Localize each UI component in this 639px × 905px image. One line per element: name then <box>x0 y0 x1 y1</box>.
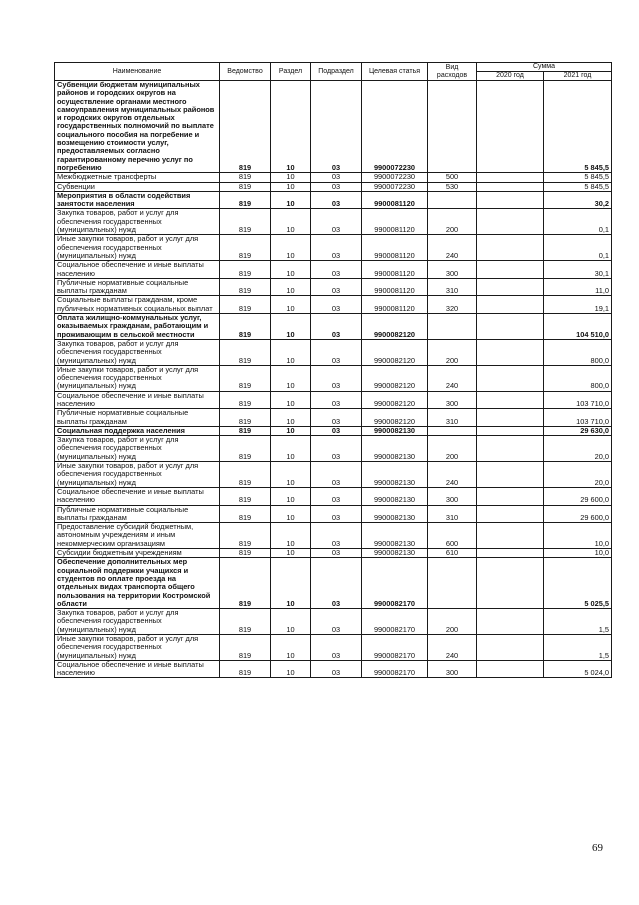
row-podrazdel: 03 <box>311 173 362 182</box>
row-celevaya-statya: 9900081120 <box>362 235 428 261</box>
row-name: Социальное обеспечение и иные выплаты населению <box>55 261 220 279</box>
table-row <box>55 549 612 558</box>
row-razdel: 10 <box>271 660 311 678</box>
row-vedomstvo: 819 <box>220 409 271 427</box>
row-vedomstvo: 819 <box>220 436 271 462</box>
row-vedomstvo: 819 <box>220 391 271 409</box>
row-sum-2021: 29 600,0 <box>544 487 612 505</box>
row-sum-2021: 10,0 <box>544 549 612 558</box>
row-podrazdel: 03 <box>311 549 362 558</box>
row-razdel: 10 <box>271 549 311 558</box>
row-celevaya-statya: 9900082120 <box>362 391 428 409</box>
row-vedomstvo: 819 <box>220 549 271 558</box>
row-sum-2020 <box>477 523 544 549</box>
row-podrazdel: 03 <box>311 209 362 235</box>
row-name: Закупка товаров, работ и услуг для обеспечения государственных (муниципальных) нужд <box>55 209 220 235</box>
row-podrazdel: 03 <box>311 339 362 365</box>
row-vid-raskhodov: 500 <box>428 173 477 182</box>
row-sum-2021: 29 600,0 <box>544 505 612 523</box>
row-name: Межбюджетные трансферты <box>55 173 220 182</box>
row-sum-2020 <box>477 191 544 209</box>
row-vid-raskhodov: 240 <box>428 235 477 261</box>
row-celevaya-statya: 9900082120 <box>362 314 428 340</box>
row-name: Субвенции бюджетам муниципальных районов и городских округов на осуществление органами местного самоуправления муниципальных районов и городских округов отдельных государственных полномочий по выплате социального пособия на погребение и возмещению стоимости услуг, предоставляемых согласно гарантированному перечню услуг по погребению <box>55 81 220 173</box>
table-body <box>55 81 612 678</box>
row-vid-raskhodov: 240 <box>428 635 477 661</box>
row-celevaya-statya: 9900072230 <box>362 182 428 191</box>
row-name: Закупка товаров, работ и услуг для обеспечения государственных (муниципальных) нужд <box>55 339 220 365</box>
row-name: Иные закупки товаров, работ и услуг для обеспечения государственных (муниципальных) нужд <box>55 365 220 391</box>
row-vid-raskhodov: 300 <box>428 660 477 678</box>
row-sum-2021: 0,1 <box>544 209 612 235</box>
row-vedomstvo: 819 <box>220 609 271 635</box>
row-razdel: 10 <box>271 609 311 635</box>
table-row <box>55 487 612 505</box>
row-podrazdel: 03 <box>311 191 362 209</box>
row-podrazdel: 03 <box>311 505 362 523</box>
table-row <box>55 182 612 191</box>
row-vid-raskhodov: 300 <box>428 261 477 279</box>
row-celevaya-statya: 9900081120 <box>362 191 428 209</box>
row-podrazdel: 03 <box>311 296 362 314</box>
row-celevaya-statya: 9900082170 <box>362 558 428 609</box>
row-sum-2020 <box>477 314 544 340</box>
table-row <box>55 609 612 635</box>
row-sum-2020 <box>477 487 544 505</box>
row-podrazdel: 03 <box>311 391 362 409</box>
row-celevaya-statya: 9900082130 <box>362 487 428 505</box>
table-row <box>55 81 612 173</box>
row-sum-2020 <box>477 635 544 661</box>
row-sum-2020 <box>477 660 544 678</box>
row-razdel: 10 <box>271 487 311 505</box>
row-razdel: 10 <box>271 436 311 462</box>
row-sum-2020 <box>477 235 544 261</box>
row-vid-raskhodov: 530 <box>428 182 477 191</box>
row-vid-raskhodov: 200 <box>428 339 477 365</box>
header-vedomstvo: Ведомство <box>220 63 271 81</box>
row-sum-2020 <box>477 278 544 296</box>
row-podrazdel: 03 <box>311 314 362 340</box>
table-row <box>55 191 612 209</box>
row-sum-2021: 20,0 <box>544 436 612 462</box>
row-sum-2020 <box>477 505 544 523</box>
row-celevaya-statya: 9900082130 <box>362 523 428 549</box>
row-vid-raskhodov: 310 <box>428 409 477 427</box>
row-vedomstvo: 819 <box>220 278 271 296</box>
row-vid-raskhodov: 600 <box>428 523 477 549</box>
row-celevaya-statya: 9900082120 <box>362 339 428 365</box>
row-name: Оплата жилищно-коммунальных услуг, оказываемых гражданам, работающим и проживающим в сельской местности <box>55 314 220 340</box>
header-year-2020: 2020 год <box>477 72 544 81</box>
row-vedomstvo: 819 <box>220 523 271 549</box>
row-vid-raskhodov: 610 <box>428 549 477 558</box>
row-razdel: 10 <box>271 558 311 609</box>
table-row <box>55 462 612 488</box>
row-vid-raskhodov: 300 <box>428 391 477 409</box>
row-name: Иные закупки товаров, работ и услуг для обеспечения государственных (муниципальных) нужд <box>55 462 220 488</box>
row-name: Социальное обеспечение и иные выплаты населению <box>55 487 220 505</box>
row-name: Предоставление субсидий бюджетным, автономным учреждениям и иным некоммерческим организациям <box>55 523 220 549</box>
row-podrazdel: 03 <box>311 462 362 488</box>
row-sum-2021: 103 710,0 <box>544 409 612 427</box>
row-razdel: 10 <box>271 635 311 661</box>
row-vid-raskhodov: 200 <box>428 209 477 235</box>
header-celevaya-statya: Целевая статья <box>362 63 428 81</box>
table-row <box>55 209 612 235</box>
table-row <box>55 426 612 435</box>
row-vid-raskhodov: 320 <box>428 296 477 314</box>
row-razdel: 10 <box>271 235 311 261</box>
row-celevaya-statya: 9900082170 <box>362 635 428 661</box>
row-podrazdel: 03 <box>311 409 362 427</box>
row-sum-2021: 5 025,5 <box>544 558 612 609</box>
row-sum-2021: 29 630,0 <box>544 426 612 435</box>
row-vedomstvo: 819 <box>220 462 271 488</box>
row-podrazdel: 03 <box>311 609 362 635</box>
row-podrazdel: 03 <box>311 81 362 173</box>
row-podrazdel: 03 <box>311 365 362 391</box>
row-razdel: 10 <box>271 523 311 549</box>
page-number: 69 <box>592 842 603 854</box>
row-sum-2020 <box>477 81 544 173</box>
row-vedomstvo: 819 <box>220 296 271 314</box>
row-sum-2021: 30,1 <box>544 261 612 279</box>
row-vid-raskhodov <box>428 558 477 609</box>
row-vedomstvo: 819 <box>220 558 271 609</box>
row-sum-2021: 1,5 <box>544 635 612 661</box>
row-sum-2021: 11,0 <box>544 278 612 296</box>
row-sum-2021: 1,5 <box>544 609 612 635</box>
row-sum-2020 <box>477 609 544 635</box>
row-podrazdel: 03 <box>311 182 362 191</box>
table-row <box>55 261 612 279</box>
table-row <box>55 391 612 409</box>
row-razdel: 10 <box>271 182 311 191</box>
row-celevaya-statya: 9900081120 <box>362 209 428 235</box>
table-row <box>55 173 612 182</box>
row-razdel: 10 <box>271 339 311 365</box>
row-razdel: 10 <box>271 81 311 173</box>
row-vedomstvo: 819 <box>220 235 271 261</box>
row-sum-2020 <box>477 436 544 462</box>
header-year-2021: 2021 год <box>544 72 612 81</box>
row-sum-2020 <box>477 339 544 365</box>
header-razdel: Раздел <box>271 63 311 81</box>
row-celevaya-statya: 9900082120 <box>362 365 428 391</box>
row-sum-2021: 19,1 <box>544 296 612 314</box>
row-name: Мероприятия в области содействия занятости населения <box>55 191 220 209</box>
budget-table <box>54 62 612 678</box>
row-name: Иные закупки товаров, работ и услуг для обеспечения государственных (муниципальных) нужд <box>55 635 220 661</box>
row-razdel: 10 <box>271 191 311 209</box>
row-sum-2020 <box>477 182 544 191</box>
table-row <box>55 558 612 609</box>
row-podrazdel: 03 <box>311 635 362 661</box>
row-sum-2021: 5 845,5 <box>544 81 612 173</box>
row-name: Социальные выплаты гражданам, кроме публичных нормативных социальных выплат <box>55 296 220 314</box>
row-vedomstvo: 819 <box>220 173 271 182</box>
row-vid-raskhodov: 200 <box>428 436 477 462</box>
row-celevaya-statya: 9900082170 <box>362 609 428 635</box>
table-row <box>55 296 612 314</box>
row-razdel: 10 <box>271 462 311 488</box>
table-row <box>55 505 612 523</box>
row-sum-2021: 20,0 <box>544 462 612 488</box>
row-name: Обеспечение дополнительных мер социальной поддержки учащихся и студентов по оплате проезда на отдельных видах транспорта общего пользования на территории Костромской области <box>55 558 220 609</box>
row-vedomstvo: 819 <box>220 314 271 340</box>
table-row <box>55 635 612 661</box>
row-sum-2020 <box>477 365 544 391</box>
row-podrazdel: 03 <box>311 660 362 678</box>
row-name: Публичные нормативные социальные выплаты гражданам <box>55 409 220 427</box>
table-row <box>55 660 612 678</box>
row-sum-2021: 5 845,5 <box>544 173 612 182</box>
row-name: Закупка товаров, работ и услуг для обеспечения государственных (муниципальных) нужд <box>55 609 220 635</box>
row-celevaya-statya: 9900082120 <box>362 409 428 427</box>
row-podrazdel: 03 <box>311 426 362 435</box>
row-sum-2021: 5 845,5 <box>544 182 612 191</box>
table-row <box>55 235 612 261</box>
table-row <box>55 278 612 296</box>
table-header <box>55 63 612 81</box>
row-sum-2021: 5 024,0 <box>544 660 612 678</box>
row-vedomstvo: 819 <box>220 426 271 435</box>
row-podrazdel: 03 <box>311 261 362 279</box>
row-sum-2020 <box>477 391 544 409</box>
row-celevaya-statya: 9900081120 <box>362 261 428 279</box>
row-podrazdel: 03 <box>311 278 362 296</box>
row-vedomstvo: 819 <box>220 635 271 661</box>
row-podrazdel: 03 <box>311 436 362 462</box>
table-row <box>55 436 612 462</box>
row-vedomstvo: 819 <box>220 660 271 678</box>
row-razdel: 10 <box>271 173 311 182</box>
row-razdel: 10 <box>271 278 311 296</box>
row-razdel: 10 <box>271 409 311 427</box>
row-vid-raskhodov: 200 <box>428 609 477 635</box>
row-vid-raskhodov: 310 <box>428 505 477 523</box>
table-row <box>55 523 612 549</box>
row-vedomstvo: 819 <box>220 487 271 505</box>
header-name: Наименование <box>55 63 220 81</box>
row-podrazdel: 03 <box>311 558 362 609</box>
row-name: Публичные нормативные социальные выплаты гражданам <box>55 505 220 523</box>
row-sum-2021: 103 710,0 <box>544 391 612 409</box>
row-vid-raskhodov <box>428 426 477 435</box>
row-vedomstvo: 819 <box>220 191 271 209</box>
row-sum-2020 <box>477 209 544 235</box>
row-razdel: 10 <box>271 296 311 314</box>
header-podrazdel: Подраздел <box>311 63 362 81</box>
row-razdel: 10 <box>271 365 311 391</box>
row-vid-raskhodov: 300 <box>428 487 477 505</box>
row-sum-2020 <box>477 426 544 435</box>
row-razdel: 10 <box>271 505 311 523</box>
row-podrazdel: 03 <box>311 487 362 505</box>
row-razdel: 10 <box>271 261 311 279</box>
row-name: Иные закупки товаров, работ и услуг для обеспечения государственных (муниципальных) нужд <box>55 235 220 261</box>
row-vedomstvo: 819 <box>220 81 271 173</box>
row-celevaya-statya: 9900082130 <box>362 426 428 435</box>
row-name: Публичные нормативные социальные выплаты гражданам <box>55 278 220 296</box>
row-sum-2020 <box>477 462 544 488</box>
row-name: Социальное обеспечение и иные выплаты населению <box>55 660 220 678</box>
row-sum-2021: 800,0 <box>544 339 612 365</box>
header-vid-raskhodov: Вид расходов <box>428 63 477 81</box>
row-sum-2020 <box>477 409 544 427</box>
table-row <box>55 365 612 391</box>
row-name: Социальная поддержка населения <box>55 426 220 435</box>
row-sum-2021: 104 510,0 <box>544 314 612 340</box>
row-sum-2021: 10,0 <box>544 523 612 549</box>
row-celevaya-statya: 9900082130 <box>362 549 428 558</box>
row-name: Субсидии бюджетным учреждениям <box>55 549 220 558</box>
row-vid-raskhodov <box>428 314 477 340</box>
row-podrazdel: 03 <box>311 523 362 549</box>
table-row <box>55 339 612 365</box>
row-vid-raskhodov: 240 <box>428 462 477 488</box>
row-name: Субвенции <box>55 182 220 191</box>
row-celevaya-statya: 9900082130 <box>362 505 428 523</box>
row-sum-2020 <box>477 296 544 314</box>
table-row <box>55 409 612 427</box>
row-vedomstvo: 819 <box>220 339 271 365</box>
row-name: Закупка товаров, работ и услуг для обеспечения государственных (муниципальных) нужд <box>55 436 220 462</box>
row-vedomstvo: 819 <box>220 505 271 523</box>
row-sum-2020 <box>477 558 544 609</box>
row-razdel: 10 <box>271 314 311 340</box>
row-razdel: 10 <box>271 391 311 409</box>
row-name: Социальное обеспечение и иные выплаты населению <box>55 391 220 409</box>
row-celevaya-statya: 9900081120 <box>362 296 428 314</box>
row-razdel: 10 <box>271 209 311 235</box>
row-celevaya-statya: 9900072230 <box>362 173 428 182</box>
row-vedomstvo: 819 <box>220 365 271 391</box>
row-celevaya-statya: 9900081120 <box>362 278 428 296</box>
row-vid-raskhodov <box>428 81 477 173</box>
table-row <box>55 314 612 340</box>
row-celevaya-statya: 9900082170 <box>362 660 428 678</box>
row-sum-2020 <box>477 173 544 182</box>
row-sum-2021: 800,0 <box>544 365 612 391</box>
row-vid-raskhodov <box>428 191 477 209</box>
row-celevaya-statya: 9900082130 <box>362 436 428 462</box>
row-vedomstvo: 819 <box>220 209 271 235</box>
row-vedomstvo: 819 <box>220 182 271 191</box>
row-sum-2020 <box>477 261 544 279</box>
row-celevaya-statya: 9900072230 <box>362 81 428 173</box>
row-sum-2021: 30,2 <box>544 191 612 209</box>
row-sum-2021: 0,1 <box>544 235 612 261</box>
header-summa: Сумма <box>477 63 612 72</box>
row-vid-raskhodov: 240 <box>428 365 477 391</box>
row-podrazdel: 03 <box>311 235 362 261</box>
row-celevaya-statya: 9900082130 <box>362 462 428 488</box>
row-vedomstvo: 819 <box>220 261 271 279</box>
row-razdel: 10 <box>271 426 311 435</box>
row-sum-2020 <box>477 549 544 558</box>
row-vid-raskhodov: 310 <box>428 278 477 296</box>
